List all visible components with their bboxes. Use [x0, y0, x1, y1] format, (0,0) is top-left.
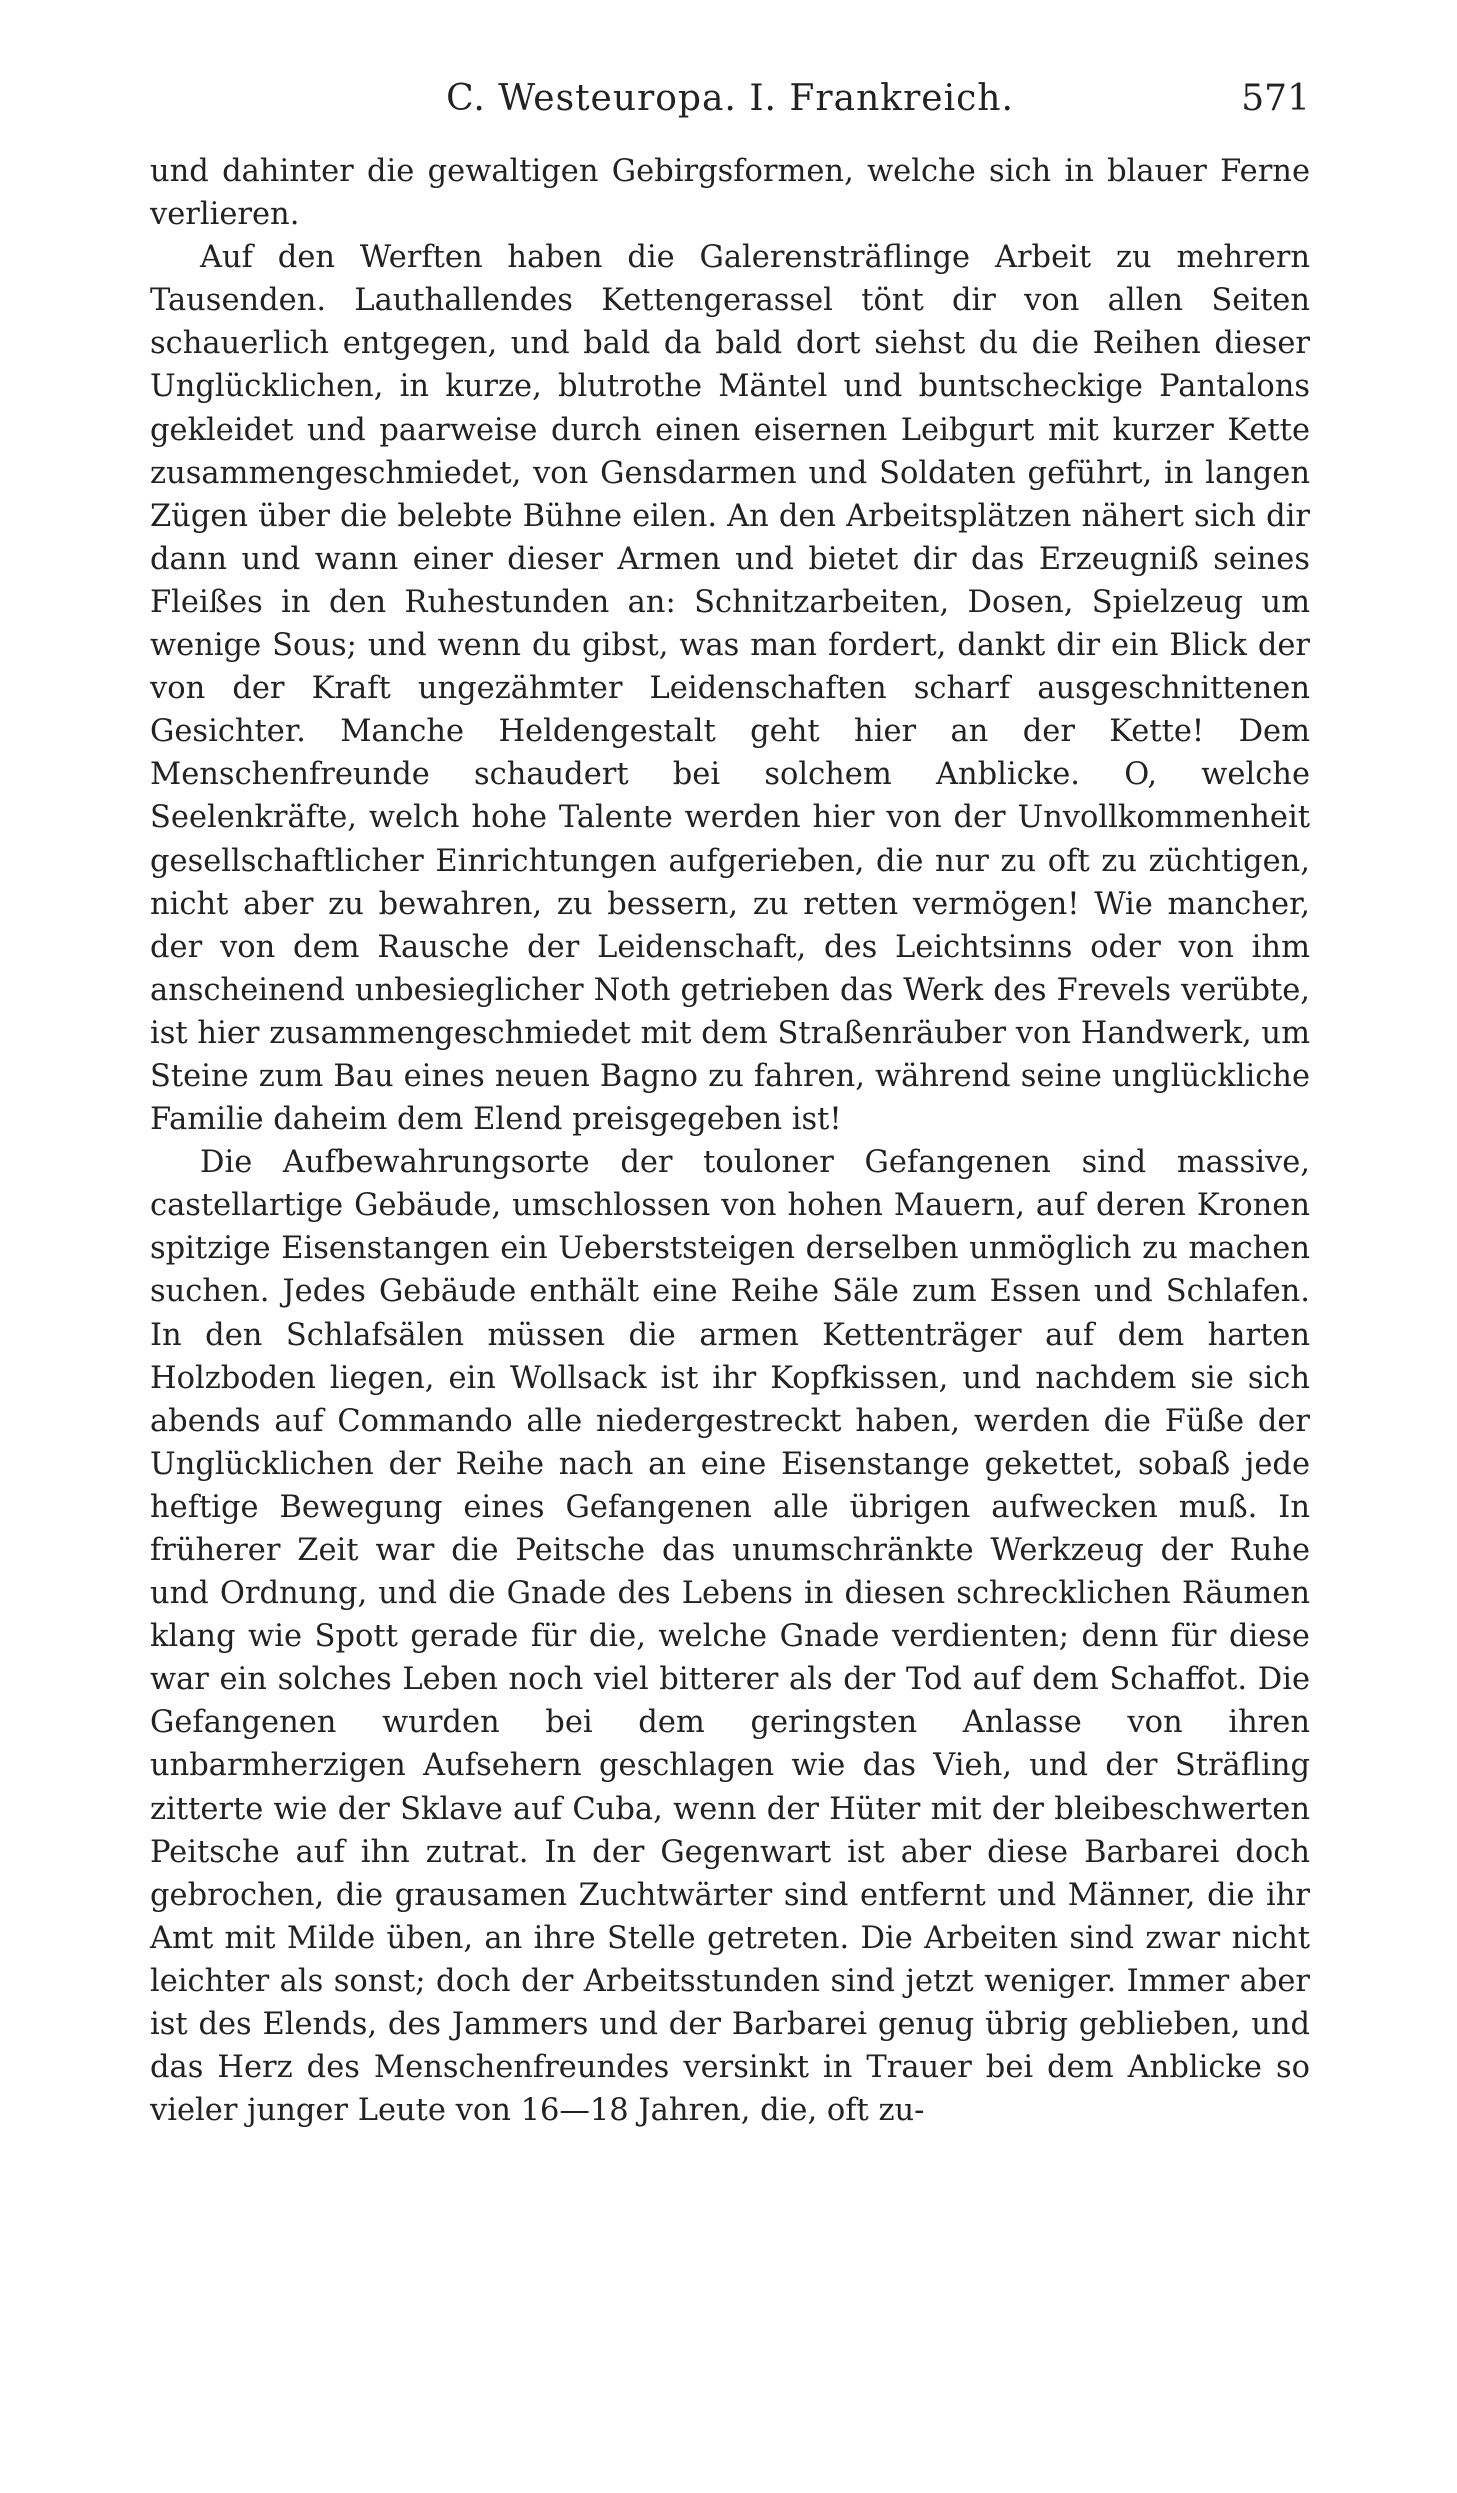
paragraph-werften: Auf den Werften haben die Galerensträflinge Arbeit zu mehrern Tausenden. Lauthallendes Kettengerassel tönt dir von allen Seiten schauerlich entgegen, und bald da bald dort siehst du die Reihen dieser Unglücklichen, in kurze, blutrothe Mäntel und buntscheckige Pantalons gekleidet und paarweise durch einen eisernen Leibgurt mit kurzer Kette zusammengeschmiedet, von Gensdarmen und Soldaten geführt, in langen Zügen über die belebte Bühne eilen. An den Arbeitsplätzen nähert sich dir dann und wann einer dieser Armen und bietet dir das Erzeugniß seines Fleißes in den Ruhestunden an: Schnitzarbeiten, Dosen, Spielzeug um wenige Sous; und wenn du gibst, was man fordert, dankt dir ein Blick der von der Kraft ungezähmter Leidenschaften scharf ausgeschnittenen Gesichter. Manche Heldengestalt geht hier an der Kette! Dem Menschenfreunde schaudert bei solchem Anblicke. O, welche Seelenkräfte, welch hohe Talente werden hier von der Unvollkommenheit gesellschaftlicher Einrichtungen aufgerieben, die nur zu oft zu züchtigen, nicht aber zu bewahren, zu bessern, zu retten vermögen! Wie mancher, der von dem Rausche der Leidenschaft, des Leichtsinns oder von ihm anscheinend unbesieglicher Noth getrieben das Werk des Frevels verübte, ist hier zusammengeschmiedet mit dem Straßenräuber von Handwerk, um Steine zum Bau eines neuen Bagno zu fahren, während seine unglückliche Familie daheim dem Elend preisgegeben ist! — [150, 240, 1310, 1138]
page-header — [150, 78, 1310, 138]
paragraph-aufbewahrungsorte: Die Aufbewahrungsorte der toulonеr Gefangenen sind massive, castellartige Gebäude, umschlossen von hohen Mauern, auf deren Kronen spitzige Eisenstangen ein Ueberststeigen derselben unmöglich zu machen suchen. Jedes Gebäude enthält eine Reihe Säle zum Essen und Schlafen. In den Schlafsälen müssen die armen Kettenträger auf dem harten Holzboden liegen, ein Wollsack ist ihr Kopfkissen, und nachdem sie sich abends auf Commando alle niedergestreckt haben, werden die Füße der Unglücklichen der Reihe nach an eine Eisenstange gekettet, sobaß jede heftige Bewegung eines Gefangenen alle übrigen aufwecken muß. In früherer Zeit war die Peitsche das unumschränkte Werkzeug der Ruhe und Ordnung, und die Gnade des Lebens in diesen schrecklichen Räumen klang wie Spott gerade für die, welche Gnade verdienten; denn für diese war ein solches Leben noch viel bitterer als der Tod auf dem Schaffot. Die Gefangenen wurden bei dem geringsten Anlasse von ihren unbarmherzigen Aufsehern geschlagen wie das Vieh, und der Sträfling zitterte wie der Sklave auf Cuba, wenn der Hüter mit der bleibeschwerten Peitsche auf ihn zutrat. In der Gegenwart ist aber diese Barbarei doch gebrochen, die grausamen Zuchtwärter sind entfernt und Männer, die ihr Amt mit Milde üben, an ihre Stelle getreten. Die Arbeiten sind zwar nicht leichter als sonst; doch der Arbeitsstunden sind jetzt weniger. Immer aber ist des Elends, des Jammers und der Barbarei genug übrig geblieben, und das Herz des Menschenfreundes versinkt in Trauer bei dem Anblicke so vieler junger Leute von 16—18 Jahren, die, oft zu- — [150, 1145, 1310, 2129]
running-title: C. Westeuropa. I. Frankreich. — [446, 78, 1014, 119]
paragraph-continuation: und dahinter die gewaltigen Gebirgsformen, welche sich in blauer Ferne verlieren. — [150, 154, 1310, 233]
body-text — [150, 150, 1310, 2132]
page-number: 571 — [1241, 78, 1310, 119]
